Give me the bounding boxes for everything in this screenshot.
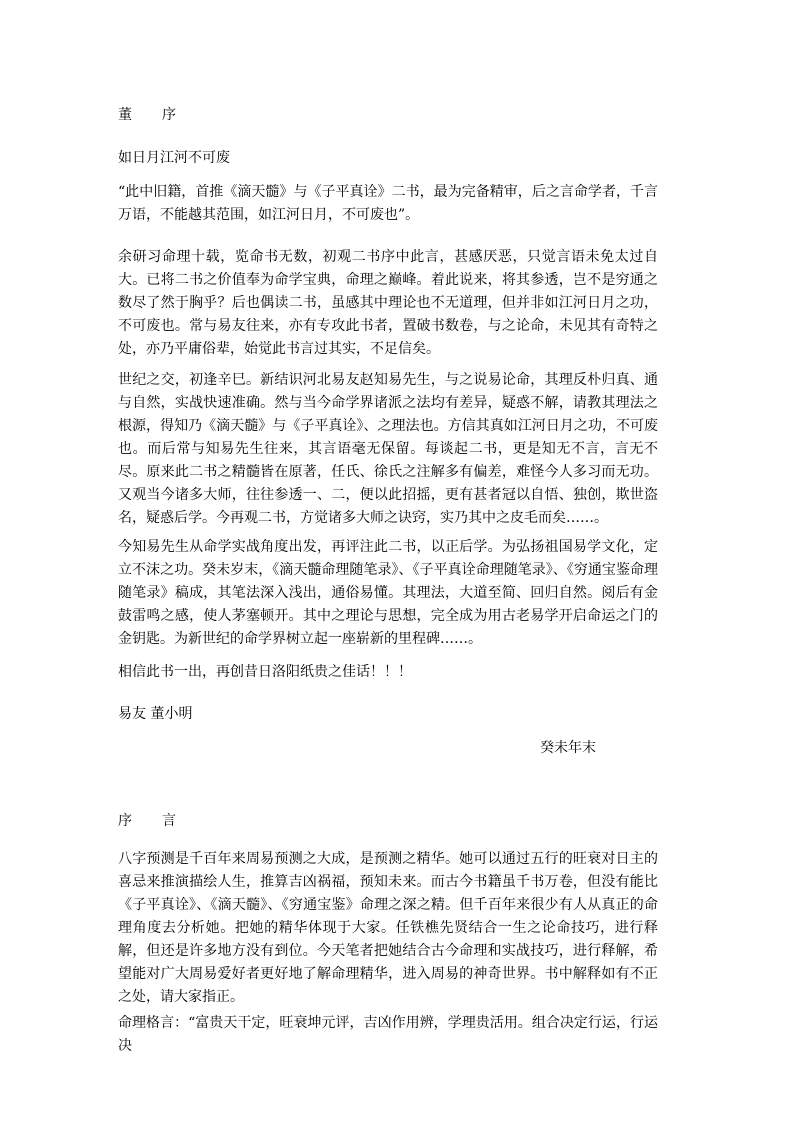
date: 癸未年末 — [540, 740, 596, 756]
preface-title — [118, 104, 658, 124]
paragraph-1: “此中旧籍，首推《滴天髓》与《子平真诠》二书，最为完备精审，后之言命学者，千言万语，不能越其范围，如江河日月，不可废也”。 — [118, 184, 658, 223]
paragraph-5: 相信此书一出，再创昔日洛阳纸贵之佳话！！！ — [118, 664, 412, 680]
paragraph-2: 余研习命理十载，览命书无数，初观二书序中此言，甚感厌恶，只觉言语未免太过自大。已将二书之价值奉为命学宝典，命理之巅峰。着此说来，将其参透，岂不是穷通之数尽了然于胸乎？后也偶读二书，虽感其中理论也不无道理，但并非如江河日月之功，不可废也。常与易友往来，亦有专攻此书者，置破书数卷，与之论命，未见其有奇特之处，亦乃平庸俗辈，始觉此书言过其实，不足信矣。 — [118, 249, 658, 357]
foreword-title-char-2: 言 — [162, 813, 176, 829]
paragraph-3: 世纪之交，初逢辛巳。新结识河北易友赵知易先生，与之说易论命，其理反朴归真、通与自然，实战快速准确。然与当今命学界诸派之法均有差异，疑惑不解，请教其理法之根源，得知乃《滴天髓》与《子平真诠》、之理法也。方信其真如江河日月之功，不可废也。而后常与知易先生往来，其言语毫无保留。每谈起二书，更是知无不言，言无不尽。原来此二书之精髓皆在原著，任氏、徐氏之注解多有偏差，难怪今人多习而无功。又观当今诸多大师，往往参透一、二，便以此招摇，更有甚者冠以自悟、独创，欺世盗名，疑惑后学。今再观二书，方觉诸多大师之诀窍，实乃其中之皮毛而矣……。 — [118, 372, 658, 526]
paragraph-4: 今知易先生从命学实战角度出发，再评注此二书，以正后学。为弘扬祖国易学文化，定立不沫之功。癸未岁末，《滴天髓命理随笔录》、《子平真诠命理随笔录》、《穷通宝鉴命理随笔录》稿成，其笔法深入浅出，通俗易懂。其理法，大道至简、回归自然。阅后有金鼓雷鸣之感，使人茅塞顿开。其中之理论与思想，完全成为用古老易学开启命运之门的金钥匙。为新世纪的命学界树立起一座崭新的里程碑……。 — [118, 539, 658, 647]
foreword-title-char-1: 序 — [118, 813, 132, 829]
preface-title-char-1: 董 — [118, 107, 132, 123]
preface-subtitle: 如日月江河不可废 — [118, 150, 230, 166]
foreword-paragraph-1: 八字预测是千百年来周易预测之大成，是预测之精华。她可以通过五行的旺衰对日主的喜忌来推演描绘人生，推算吉凶祸福，预知未来。而古今书籍虽千书万卷，但没有能比《子平真诠》、《滴天髓》、《穷通宝鉴》命理之深之精。但千百年来很少有人从真正的命理角度去分析她。把她的精华体现于大家。任铁樵先贤结合一生之论命技巧，进行释解，但还是许多地方没有到位。今天笔者把她结合古今命理和实战技巧，进行释解，希望能对广大周易爱好者更好地了解命理精华，进入周易的神奇世界。书中解释如有不正之处，请大家指正。 — [118, 851, 658, 1005]
foreword-paragraph-2: 命理格言：“富贵天干定，旺衰坤元评，吉凶作用辨，学理贵活用。组合决定行运，行运决 — [118, 1015, 658, 1054]
signature: 易友 董小明 — [118, 706, 193, 722]
preface-title-char-2: 序 — [162, 107, 176, 123]
foreword-title — [118, 810, 658, 830]
